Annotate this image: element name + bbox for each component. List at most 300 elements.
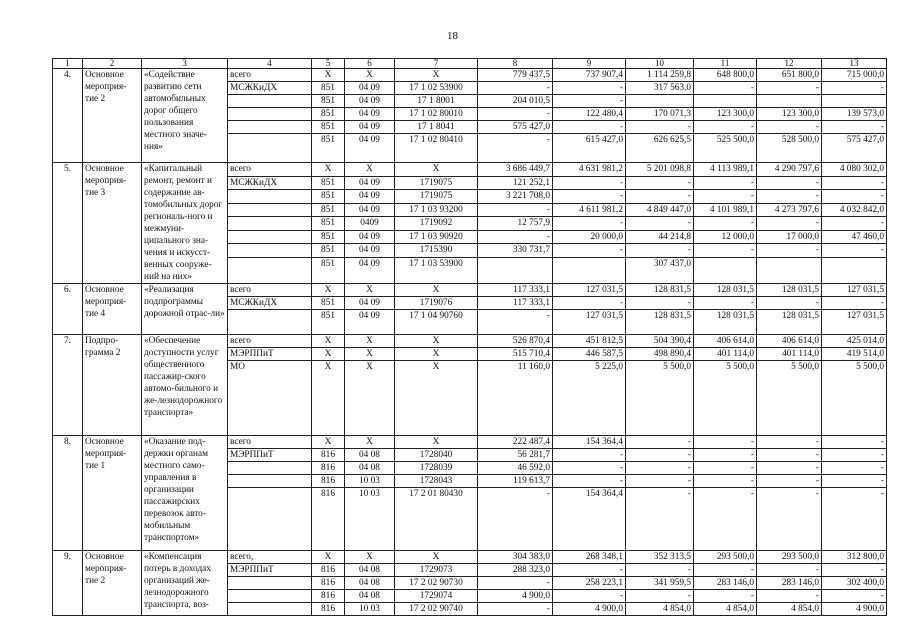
amount-cell: 406 614,0 xyxy=(757,335,822,348)
section-code-cell: 04 09 xyxy=(345,230,395,244)
amount-cell: - xyxy=(694,176,757,190)
column-number-6: 6 xyxy=(345,59,395,69)
column-number-3: 3 xyxy=(142,59,228,69)
amount-cell: - xyxy=(694,449,757,462)
grbs-code-cell: 851 xyxy=(312,244,345,258)
amount-cell: 128 031,5 xyxy=(694,310,757,335)
amount-cell: 139 573,0 xyxy=(822,108,887,121)
amount-cell: 128 031,5 xyxy=(694,284,757,297)
executor-cell xyxy=(228,244,312,258)
executor-cell xyxy=(228,577,312,590)
executor-cell: МСЖКиДХ xyxy=(228,176,312,190)
grbs-code-cell: Х xyxy=(312,335,345,348)
target-code-cell: 1719092 xyxy=(395,217,478,231)
amount-cell: - xyxy=(822,244,887,258)
amount-cell: - xyxy=(822,488,887,551)
table-row xyxy=(53,284,887,297)
amount-cell: 44 214,8 xyxy=(626,230,694,244)
row-number: 4. xyxy=(53,69,83,163)
amount-cell: 575 427,0 xyxy=(478,121,553,134)
amount-cell: 154 364,4 xyxy=(553,436,626,449)
amount-cell: 222 487,4 xyxy=(478,436,553,449)
amount-cell: - xyxy=(553,590,626,603)
section-code-cell: Х xyxy=(345,284,395,297)
target-code-cell: 1728040 xyxy=(395,449,478,462)
amount-cell: 401 114,0 xyxy=(757,348,822,361)
amount-cell xyxy=(694,257,757,283)
column-number-1: 1 xyxy=(53,59,83,69)
grbs-code-cell: 851 xyxy=(312,217,345,231)
executor-cell xyxy=(228,230,312,244)
amount-cell: 341 959,5 xyxy=(626,577,694,590)
target-code-cell: 1719075 xyxy=(395,176,478,190)
amount-cell: 451 812,5 xyxy=(553,335,626,348)
amount-cell: - xyxy=(694,590,757,603)
amount-cell: - xyxy=(626,564,694,577)
amount-cell: 12 000,0 xyxy=(694,230,757,244)
section-code-cell: Х xyxy=(345,335,395,348)
grbs-code-cell: 851 xyxy=(312,297,345,310)
amount-cell: - xyxy=(553,176,626,190)
amount-cell: - xyxy=(626,244,694,258)
amount-cell: 779 437,5 xyxy=(478,69,553,82)
section-code-cell: 04 08 xyxy=(345,462,395,475)
amount-cell: 4 900,0 xyxy=(478,590,553,603)
amount-cell: - xyxy=(757,190,822,204)
page-number: 18 xyxy=(447,30,458,42)
executor-cell: всего xyxy=(228,284,312,297)
amount-cell: - xyxy=(822,590,887,603)
column-number-7: 7 xyxy=(395,59,478,69)
amount-cell: - xyxy=(478,310,553,335)
grbs-code-cell: 851 xyxy=(312,176,345,190)
amount-cell: 56 281,7 xyxy=(478,449,553,462)
amount-cell: - xyxy=(626,436,694,449)
amount-cell: 504 390,4 xyxy=(626,335,694,348)
target-code-cell: 1728039 xyxy=(395,462,478,475)
amount-cell: 258 223,1 xyxy=(553,577,626,590)
executor-cell xyxy=(228,134,312,163)
grbs-code-cell: 851 xyxy=(312,134,345,163)
executor-cell xyxy=(228,475,312,488)
amount-cell: - xyxy=(822,475,887,488)
grbs-code-cell: 816 xyxy=(312,564,345,577)
executor-cell xyxy=(228,462,312,475)
amount-cell: 715 000,0 xyxy=(822,69,887,82)
amount-cell: - xyxy=(626,449,694,462)
grbs-code-cell: Х xyxy=(312,361,345,436)
target-code-cell: 1728043 xyxy=(395,475,478,488)
amount-cell: - xyxy=(822,82,887,95)
event-type: Основное мероприя-тие 1 xyxy=(83,436,142,551)
section-code-cell: 10 03 xyxy=(345,603,395,616)
amount-cell: - xyxy=(626,488,694,551)
row-number: 6. xyxy=(53,284,83,335)
executor-cell xyxy=(228,203,312,217)
amount-cell: 446 587,5 xyxy=(553,348,626,361)
amount-cell: 117 333,1 xyxy=(478,297,553,310)
amount-cell: - xyxy=(757,462,822,475)
target-code-cell: Х xyxy=(395,551,478,564)
amount-cell xyxy=(757,257,822,283)
amount-cell: - xyxy=(822,121,887,134)
amount-cell: 293 500,0 xyxy=(694,551,757,564)
event-type: Подпро-грамма 2 xyxy=(83,335,142,436)
amount-cell: - xyxy=(694,190,757,204)
grbs-code-cell: 851 xyxy=(312,257,345,283)
section-code-cell: 04 09 xyxy=(345,108,395,121)
amount-cell: - xyxy=(757,244,822,258)
executor-cell: МЭРППиТ xyxy=(228,564,312,577)
amount-cell: 401 114,0 xyxy=(694,348,757,361)
amount-cell: 626 625,5 xyxy=(626,134,694,163)
target-code-cell: 1729073 xyxy=(395,564,478,577)
grbs-code-cell: 851 xyxy=(312,108,345,121)
amount-cell: - xyxy=(478,134,553,163)
target-code-cell: 1719076 xyxy=(395,297,478,310)
amount-cell: 268 348,1 xyxy=(553,551,626,564)
event-name: «Содействие развитию сети автомобильных дорог общего пользования местного значе-ния» xyxy=(142,69,228,163)
grbs-code-cell: 851 xyxy=(312,310,345,335)
column-number-4: 4 xyxy=(228,59,312,69)
amount-cell: 525 500,0 xyxy=(694,134,757,163)
amount-cell: 283 146,0 xyxy=(757,577,822,590)
amount-cell: - xyxy=(757,436,822,449)
amount-cell: 128 831,5 xyxy=(626,284,694,297)
section-code-cell: 10 03 xyxy=(345,488,395,551)
amount-cell: 526 870,4 xyxy=(478,335,553,348)
amount-cell xyxy=(626,95,694,108)
event-name: «Компенсация потерь в доходах организаций же-лезнодорожного транспорта, воз- xyxy=(142,551,228,616)
grbs-code-cell: Х xyxy=(312,163,345,177)
section-code-cell: 04 09 xyxy=(345,257,395,283)
amount-cell: - xyxy=(822,449,887,462)
amount-cell: 117 333,1 xyxy=(478,284,553,297)
section-code-cell: 04 09 xyxy=(345,134,395,163)
amount-cell: 419 514,0 xyxy=(822,348,887,361)
executor-cell xyxy=(228,108,312,121)
amount-cell: 615 427,0 xyxy=(553,134,626,163)
amount-cell: - xyxy=(626,176,694,190)
budget-table xyxy=(52,58,887,616)
amount-cell: 11 160,0 xyxy=(478,361,553,436)
target-code-cell: Х xyxy=(395,163,478,177)
executor-cell: всего xyxy=(228,163,312,177)
executor-cell: всего, xyxy=(228,551,312,564)
section-code-cell: 04 09 xyxy=(345,95,395,108)
column-number-2: 2 xyxy=(83,59,142,69)
amount-cell: 5 201 098,8 xyxy=(626,163,694,177)
amount-cell: 1 114 259,8 xyxy=(626,69,694,82)
target-code-cell: 17 1 8041 xyxy=(395,121,478,134)
amount-cell: - xyxy=(757,297,822,310)
amount-cell xyxy=(757,95,822,108)
amount-cell xyxy=(694,95,757,108)
section-code-cell: Х xyxy=(345,348,395,361)
amount-cell: - xyxy=(553,564,626,577)
executor-cell xyxy=(228,121,312,134)
section-code-cell: 04 09 xyxy=(345,310,395,335)
amount-cell: 5 500,0 xyxy=(822,361,887,436)
amount-cell: 304 383,0 xyxy=(478,551,553,564)
amount-cell: 128 031,5 xyxy=(757,310,822,335)
amount-cell: - xyxy=(757,217,822,231)
section-code-cell: 0409 xyxy=(345,217,395,231)
amount-cell: - xyxy=(822,436,887,449)
column-number-12: 12 xyxy=(757,59,822,69)
event-name: «Капитальный ремонт, ремонт и содержание ав-томобильных дорог региональ-ного и межмуни-ципального зна-чения и искусст-венных сооруже-ний на них» xyxy=(142,163,228,284)
row-number: 8. xyxy=(53,436,83,551)
executor-cell xyxy=(228,310,312,335)
section-code-cell: 04 09 xyxy=(345,297,395,310)
amount-cell: 5 500,0 xyxy=(626,361,694,436)
amount-cell: - xyxy=(553,462,626,475)
grbs-code-cell: 816 xyxy=(312,590,345,603)
target-code-cell: 1715390 xyxy=(395,244,478,258)
amount-cell: - xyxy=(822,217,887,231)
amount-cell: 575 427,0 xyxy=(822,134,887,163)
executor-cell xyxy=(228,95,312,108)
amount-cell: - xyxy=(553,121,626,134)
target-code-cell: Х xyxy=(395,436,478,449)
event-name: «Обеспечение доступности услуг общественного пассажир-ского автомо-бильного и же-лезнодорожного транспорта» xyxy=(142,335,228,436)
target-code-cell: 17 1 03 53900 xyxy=(395,257,478,283)
amount-cell: - xyxy=(757,488,822,551)
executor-cell xyxy=(228,217,312,231)
amount-cell: - xyxy=(478,82,553,95)
section-code-cell: 04 09 xyxy=(345,121,395,134)
executor-cell xyxy=(228,257,312,283)
amount-cell: 127 031,5 xyxy=(553,284,626,297)
section-code-cell: Х xyxy=(345,436,395,449)
amount-cell: - xyxy=(478,603,553,616)
column-number-10: 10 xyxy=(626,59,694,69)
grbs-code-cell: 851 xyxy=(312,95,345,108)
amount-cell: - xyxy=(478,577,553,590)
amount-cell: 5 500,0 xyxy=(694,361,757,436)
table-row xyxy=(53,69,887,82)
section-code-cell: Х xyxy=(345,361,395,436)
amount-cell: - xyxy=(694,564,757,577)
row-number: 7. xyxy=(53,335,83,436)
amount-cell: - xyxy=(626,475,694,488)
amount-cell: - xyxy=(626,190,694,204)
amount-cell: 123 300,0 xyxy=(694,108,757,121)
executor-cell: МЭРППиТ xyxy=(228,449,312,462)
table-row xyxy=(53,163,887,177)
amount-cell: 4 631 981,2 xyxy=(553,163,626,177)
amount-cell: 4 611 981,2 xyxy=(553,203,626,217)
grbs-code-cell: Х xyxy=(312,436,345,449)
section-code-cell: 04 09 xyxy=(345,244,395,258)
amount-cell: - xyxy=(553,244,626,258)
amount-cell: 330 731,7 xyxy=(478,244,553,258)
amount-cell: - xyxy=(553,475,626,488)
section-code-cell: 04 09 xyxy=(345,203,395,217)
target-code-cell: 1729074 xyxy=(395,590,478,603)
target-code-cell: 1719075 xyxy=(395,190,478,204)
amount-cell: - xyxy=(553,190,626,204)
executor-cell xyxy=(228,590,312,603)
amount-cell: 121 252,1 xyxy=(478,176,553,190)
amount-cell: 302 400,0 xyxy=(822,577,887,590)
amount-cell: 127 031,5 xyxy=(822,284,887,297)
target-code-cell: Х xyxy=(395,361,478,436)
amount-cell: 4 032 842,0 xyxy=(822,203,887,217)
amount-cell: 4 854,0 xyxy=(626,603,694,616)
amount-cell: 12 757,9 xyxy=(478,217,553,231)
target-code-cell: 17 2 02 90730 xyxy=(395,577,478,590)
target-code-cell: 17 1 02 80410 xyxy=(395,134,478,163)
amount-cell: - xyxy=(757,475,822,488)
section-code-cell: 04 08 xyxy=(345,564,395,577)
executor-cell xyxy=(228,603,312,616)
grbs-code-cell: 851 xyxy=(312,203,345,217)
target-code-cell: Х xyxy=(395,335,478,348)
section-code-cell: 04 09 xyxy=(345,82,395,95)
grbs-code-cell: Х xyxy=(312,348,345,361)
target-code-cell: 17 1 03 90920 xyxy=(395,230,478,244)
section-code-cell: 10 03 xyxy=(345,475,395,488)
target-code-cell: 17 1 02 53900 xyxy=(395,82,478,95)
amount-cell: - xyxy=(694,475,757,488)
amount-cell: - xyxy=(553,449,626,462)
amount-cell: - xyxy=(694,488,757,551)
amount-cell: 317 563,0 xyxy=(626,82,694,95)
amount-cell: - xyxy=(822,297,887,310)
amount-cell: 312 800,0 xyxy=(822,551,887,564)
target-code-cell: Х xyxy=(395,69,478,82)
column-number-13: 13 xyxy=(822,59,887,69)
amount-cell: - xyxy=(553,82,626,95)
amount-cell: 307 437,0 xyxy=(626,257,694,283)
target-code-cell: 17 1 8001 xyxy=(395,95,478,108)
amount-cell: 4 854,0 xyxy=(694,603,757,616)
amount-cell: - xyxy=(822,462,887,475)
row-number: 9. xyxy=(53,551,83,616)
amount-cell xyxy=(822,257,887,283)
amount-cell: 651 800,0 xyxy=(757,69,822,82)
executor-cell: всего xyxy=(228,69,312,82)
amount-cell: - xyxy=(694,297,757,310)
amount-cell: 128 831,5 xyxy=(626,310,694,335)
executor-cell xyxy=(228,190,312,204)
amount-cell: - xyxy=(553,95,626,108)
event-type: Основное мероприя-тие 4 xyxy=(83,284,142,335)
amount-cell: - xyxy=(553,217,626,231)
section-code-cell: Х xyxy=(345,551,395,564)
section-code-cell: 04 08 xyxy=(345,449,395,462)
amount-cell: - xyxy=(626,297,694,310)
section-code-cell: Х xyxy=(345,163,395,177)
amount-cell: - xyxy=(478,203,553,217)
amount-cell: - xyxy=(694,462,757,475)
amount-cell: 293 500,0 xyxy=(757,551,822,564)
event-name: «Реализация подпрограммы дорожной отрас-ли» xyxy=(142,284,228,335)
grbs-code-cell: 851 xyxy=(312,121,345,134)
amount-cell: - xyxy=(757,82,822,95)
section-code-cell: 04 09 xyxy=(345,190,395,204)
amount-cell: 425 014,0 xyxy=(822,335,887,348)
target-code-cell: 17 1 04 90760 xyxy=(395,310,478,335)
event-type: Основное мероприя-тие 2 xyxy=(83,551,142,616)
section-code-cell: 04 08 xyxy=(345,577,395,590)
amount-cell: - xyxy=(694,82,757,95)
grbs-code-cell: 816 xyxy=(312,577,345,590)
amount-cell: - xyxy=(553,297,626,310)
column-number-11: 11 xyxy=(694,59,757,69)
executor-cell: МО xyxy=(228,361,312,436)
amount-cell: 17 000,0 xyxy=(757,230,822,244)
target-code-cell: 17 1 02 80010 xyxy=(395,108,478,121)
grbs-code-cell: 816 xyxy=(312,603,345,616)
target-code-cell: Х xyxy=(395,348,478,361)
amount-cell: - xyxy=(478,488,553,551)
amount-cell: 4 849 447,0 xyxy=(626,203,694,217)
amount-cell: - xyxy=(626,121,694,134)
amount-cell: 3 221 708,0 xyxy=(478,190,553,204)
amount-cell: 4 113 989,1 xyxy=(694,163,757,177)
row-number: 5. xyxy=(53,163,83,284)
event-name: «Оказание под-держки органам местного само-управления в организации пассажирских перевозок авто-мобильным транспортом» xyxy=(142,436,228,551)
amount-cell: - xyxy=(757,590,822,603)
column-number-9: 9 xyxy=(553,59,626,69)
amount-cell: 119 613,7 xyxy=(478,475,553,488)
amount-cell: - xyxy=(694,217,757,231)
event-type: Основное мероприя-тие 2 xyxy=(83,69,142,163)
amount-cell: 127 031,5 xyxy=(553,310,626,335)
grbs-code-cell: 816 xyxy=(312,449,345,462)
amount-cell: 154 364,4 xyxy=(553,488,626,551)
amount-cell: - xyxy=(626,590,694,603)
section-code-cell: Х xyxy=(345,69,395,82)
amount-cell: 5 225,0 xyxy=(553,361,626,436)
executor-cell: МЭРППиТ xyxy=(228,348,312,361)
amount-cell: 46 592,0 xyxy=(478,462,553,475)
executor-cell xyxy=(228,488,312,551)
amount-cell: 3 686 449,7 xyxy=(478,163,553,177)
amount-cell xyxy=(553,257,626,283)
executor-cell: МСЖКиДХ xyxy=(228,82,312,95)
amount-cell: 122 480,4 xyxy=(553,108,626,121)
table-row xyxy=(53,335,887,348)
amount-cell: 5 500,0 xyxy=(757,361,822,436)
amount-cell: - xyxy=(626,462,694,475)
amount-cell: 47 460,0 xyxy=(822,230,887,244)
amount-cell: 170 071,3 xyxy=(626,108,694,121)
amount-cell: 288 323,0 xyxy=(478,564,553,577)
grbs-code-cell: 816 xyxy=(312,488,345,551)
amount-cell: 128 031,5 xyxy=(757,284,822,297)
amount-cell: - xyxy=(822,176,887,190)
amount-cell: - xyxy=(757,176,822,190)
amount-cell: 352 313,5 xyxy=(626,551,694,564)
amount-cell: - xyxy=(757,449,822,462)
grbs-code-cell: Х xyxy=(312,69,345,82)
amount-cell: - xyxy=(478,230,553,244)
amount-cell: 4 854,0 xyxy=(757,603,822,616)
grbs-code-cell: 851 xyxy=(312,230,345,244)
amount-cell: 528 500,0 xyxy=(757,134,822,163)
target-code-cell: 17 2 02 90740 xyxy=(395,603,478,616)
executor-cell: МСЖКиДХ xyxy=(228,297,312,310)
amount-cell: - xyxy=(757,564,822,577)
header-row xyxy=(53,59,887,69)
target-code-cell: Х xyxy=(395,284,478,297)
section-code-cell: 04 08 xyxy=(345,590,395,603)
amount-cell: 4 101 989,1 xyxy=(694,203,757,217)
table-row xyxy=(53,436,887,449)
